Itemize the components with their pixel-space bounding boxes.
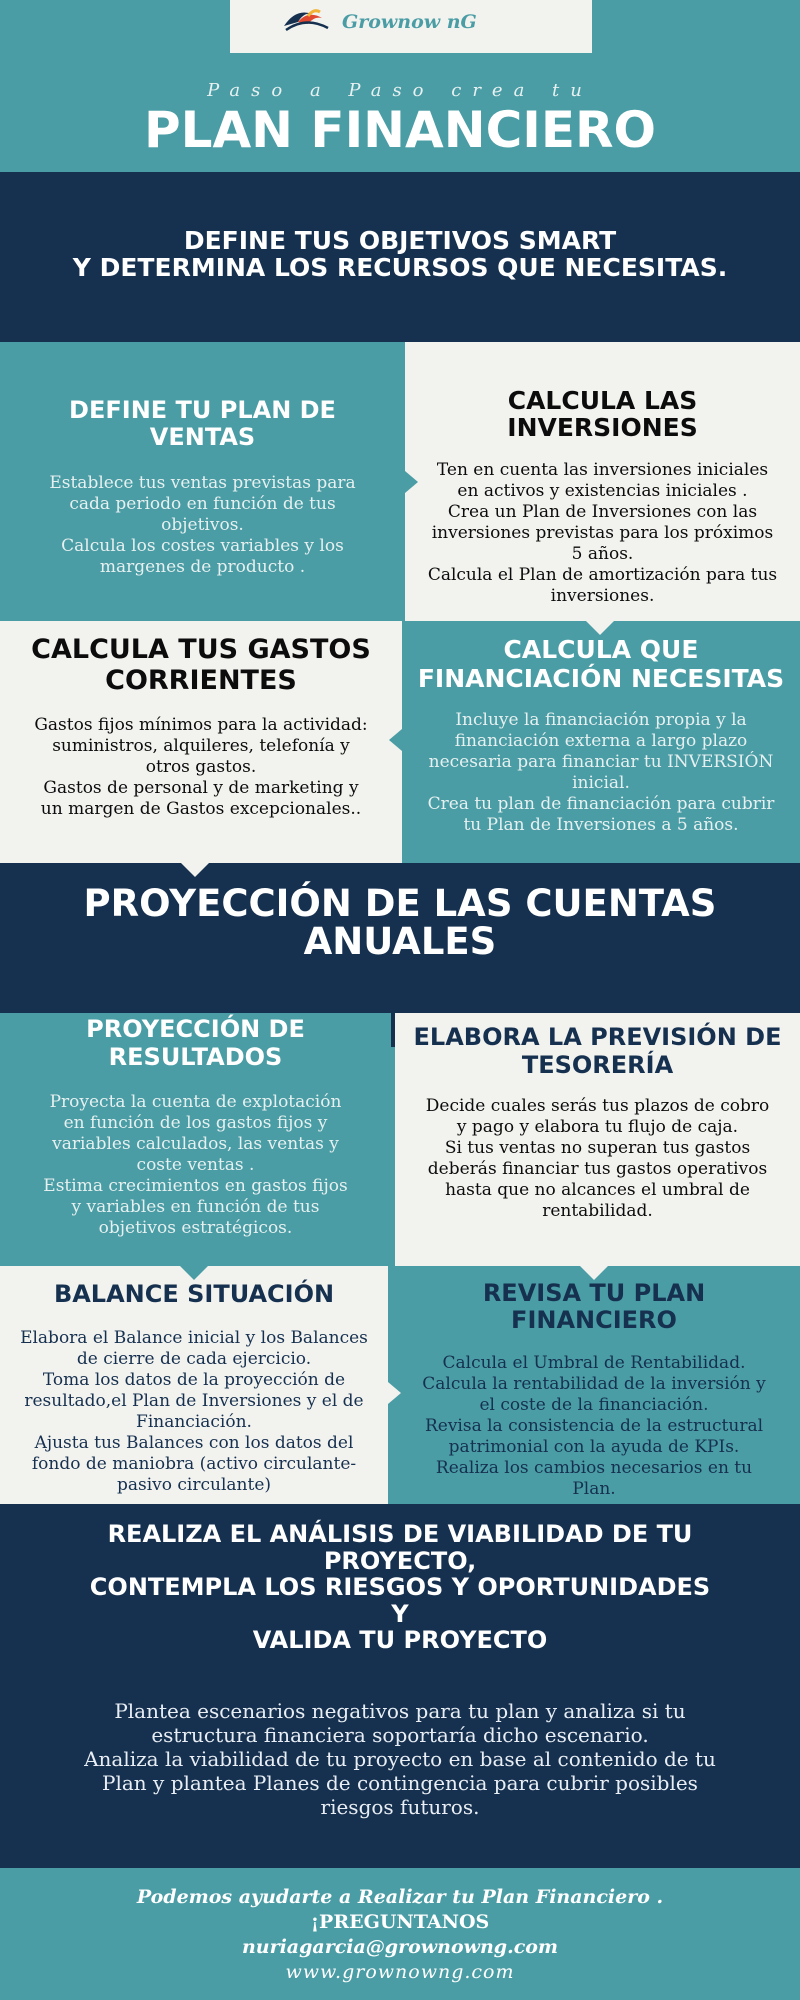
card-balance-situacion [0,1266,388,1504]
card-title-line: CORRIENTES [105,665,297,696]
card-body-line: resultado,el Plan de Inversiones y el de [24,1391,364,1411]
viabilidad-title-line: REALIZA EL ANÁLISIS DE VIABILIDAD DE TU [107,1520,693,1548]
proyeccion-band [0,863,800,1013]
card-body-line: cada periodo en función de tus [69,494,336,514]
viabilidad-title-line: VALIDA TU PROYECTO [252,1626,548,1654]
card-body-line: y pago y elabora tu flujo de caja. [456,1117,739,1137]
card-body-line: Ten en cuenta las inversiones iniciales [436,460,769,480]
logo-text: Grownow nG [342,11,477,33]
pointer-arrow [180,1266,208,1280]
card-body-line: y variables en función de tus [71,1197,320,1217]
viabilidad-title-line: CONTEMPLA LOS RIESGOS Y OPORTUNIDADES [89,1573,711,1601]
smart-band [0,172,800,342]
card-body-line: rentabilidad. [542,1201,653,1221]
logo-swoosh-icon [282,6,332,38]
card-body-line: un margen de Gastos excepcionales.. [40,799,362,819]
viabilidad-title-line: PROYECTO, [323,1546,477,1575]
card-body-line: inicial. [572,773,630,793]
card-body-line: Proyecta la cuenta de explotación [49,1092,342,1112]
footer-website-link[interactable]: www.grownowng.com [285,1961,515,1983]
pointer-arrow [181,863,209,877]
pointer-arrow [586,621,614,635]
card-body-line: suministros, alquileres, telefonía y [52,736,350,756]
page-title: PLAN FINANCIERO [143,101,657,159]
viabilidad-title-line: Y [391,1599,409,1628]
proyeccion-band-line-2: ANUALES [303,920,497,963]
card-body-line: coste ventas . [136,1155,255,1175]
card-inversiones [405,342,800,621]
card-body-line: Crea tu plan de financiación para cubrir [427,794,775,814]
card-body-line: Gastos fijos mínimos para la actividad: [34,715,368,735]
card-title-line: PROYECCIÓN DE [86,1015,305,1043]
card-title-line: INVERSIONES [507,413,698,442]
smart-band-line-1: DEFINE TUS OBJETIVOS SMART [183,226,617,255]
card-body-line: inversiones. [550,586,655,606]
card-body-line: margenes de producto . [99,557,306,577]
card-body-line: otros gastos. [145,757,257,777]
card-plan-ventas [0,342,405,621]
card-body-line: Elabora el Balance inicial y los Balances [20,1328,368,1348]
card-title-line: CALCULA TUS GASTOS [31,634,371,665]
viabilidad-body-line: Plan y plantea Planes de contingencia para cubrir posibles [102,1771,698,1795]
card-body-line: Si tus ventas no superan tus gastos [444,1138,751,1158]
card-body-line: Calcula el Umbral de Rentabilidad. [442,1353,746,1373]
card-gastos-corrientes [0,621,402,863]
pointer-arrow [405,471,418,493]
card-body-line: inversiones previstas para los próximos [431,523,774,543]
card-body-line: Realiza los cambios necesarios en tu [435,1458,753,1478]
viabilidad-body-line: Plantea escenarios negativos para tu plan y analiza si tu [114,1699,686,1723]
card-body-line: en activos y existencias iniciales . [457,481,748,501]
card-body-line: deberás financiar tus gastos operativos [427,1159,768,1179]
card-body-line: fondo de maniobra (activo circulante- [31,1454,357,1474]
footer-ask: ¡PREGUNTANOS [310,1911,490,1933]
card-title-line: FINANCIERO [511,1306,677,1334]
pointer-arrow [388,1382,401,1404]
card-body-line: pasivo circulante) [116,1475,272,1495]
card-title-line: FINANCIACIÓN NECESITAS [417,664,785,693]
footer [0,1868,800,2000]
viabilidad-band [0,1504,800,1868]
viabilidad-body-line: Analiza la viabilidad de tu proyecto en base al contenido de tu [84,1747,716,1771]
card-title-line: BALANCE SITUACIÓN [53,1280,335,1308]
card-body-line: Ajusta tus Balances con los datos del [34,1433,354,1453]
card-title-line: CALCULA LAS [507,386,698,415]
card-body-line: Revisa la consistencia de la estructural [424,1416,764,1436]
card-body-line: objetivos. [161,515,244,535]
card-title-line: CALCULA QUE [503,635,699,664]
card-body-line: Crea un Plan de Inversiones con las [447,502,758,522]
card-body-line: variables calculados, las ventas y [52,1134,339,1154]
card-body-line: objetivos estratégicos. [98,1218,293,1238]
card-financiacion [402,621,800,863]
card-title-line: ELABORA LA PREVISIÓN DE [413,1023,782,1051]
card-revisa-plan [388,1266,800,1504]
card-body-line: Plan. [572,1479,616,1499]
card-body-line: hasta que no alcances el umbral de [445,1180,750,1200]
card-title-line: DEFINE TU PLAN DE [69,396,336,424]
card-body-line: Calcula el Plan de amortización para tus [427,565,778,585]
card-body-line: Gastos de personal y de marketing y [43,778,359,798]
card-body-line: necesaria para financiar tu INVERSIÓN [428,752,774,772]
card-title-line: RESULTADOS [108,1043,283,1071]
card-body-line: 5 años. [571,544,634,564]
card-body-line: en función de los gastos fijos y [63,1113,328,1133]
smart-band-line-2: Y DETERMINA LOS RECURSOS QUE NECESITAS. [72,253,728,282]
card-body-line: Incluye la financiación propia y la [455,710,747,730]
card-body-line: Estima crecimientos en gastos fijos [43,1176,348,1196]
card-body-line: tu Plan de Inversiones a 5 años. [463,815,739,835]
card-body-line: Calcula los costes variables y los [61,536,344,556]
card-body-line: patrimonial con la ayuda de KPIs. [448,1437,740,1457]
footer-cta: Podemos ayudarte a Realizar tu Plan Financiero . [136,1886,664,1908]
footer-email-link[interactable]: nuriagarcia@grownowng.com [241,1936,559,1958]
card-body-line: financiación externa a largo plazo [454,731,748,751]
viabilidad-body-line: estructura financiera soportaría dicho escenario. [151,1723,649,1747]
header-subtitle: Paso a Paso crea tu [207,80,593,101]
card-title-line: VENTAS [149,423,256,451]
card-title-line: REVISA TU PLAN [482,1279,706,1307]
card-body-line: Financiación. [136,1412,252,1432]
proyeccion-band-line-1: PROYECCIÓN DE LAS CUENTAS [83,882,717,925]
card-body-line: Calcula la rentabilidad de la inversión y [422,1374,766,1394]
pointer-arrow [389,729,402,751]
logo-box[interactable] [230,0,592,53]
card-title-line: TESORERÍA [521,1051,674,1079]
pointer-arrow [580,1266,608,1280]
card-body-line: Toma los datos de la proyección de [42,1370,346,1390]
card-body-line: Decide cuales serás tus plazos de cobro [425,1096,770,1116]
card-body-line: de cierre de cada ejercicio. [76,1349,312,1369]
viabilidad-body-line: riesgos futuros. [320,1795,480,1819]
card-body-line: el coste de la financiación. [479,1395,709,1415]
card-prevision-tesoreria [395,1013,800,1266]
card-body-line: Establece tus ventas previstas para [49,473,356,493]
card-proyeccion-resultados [0,1013,391,1266]
